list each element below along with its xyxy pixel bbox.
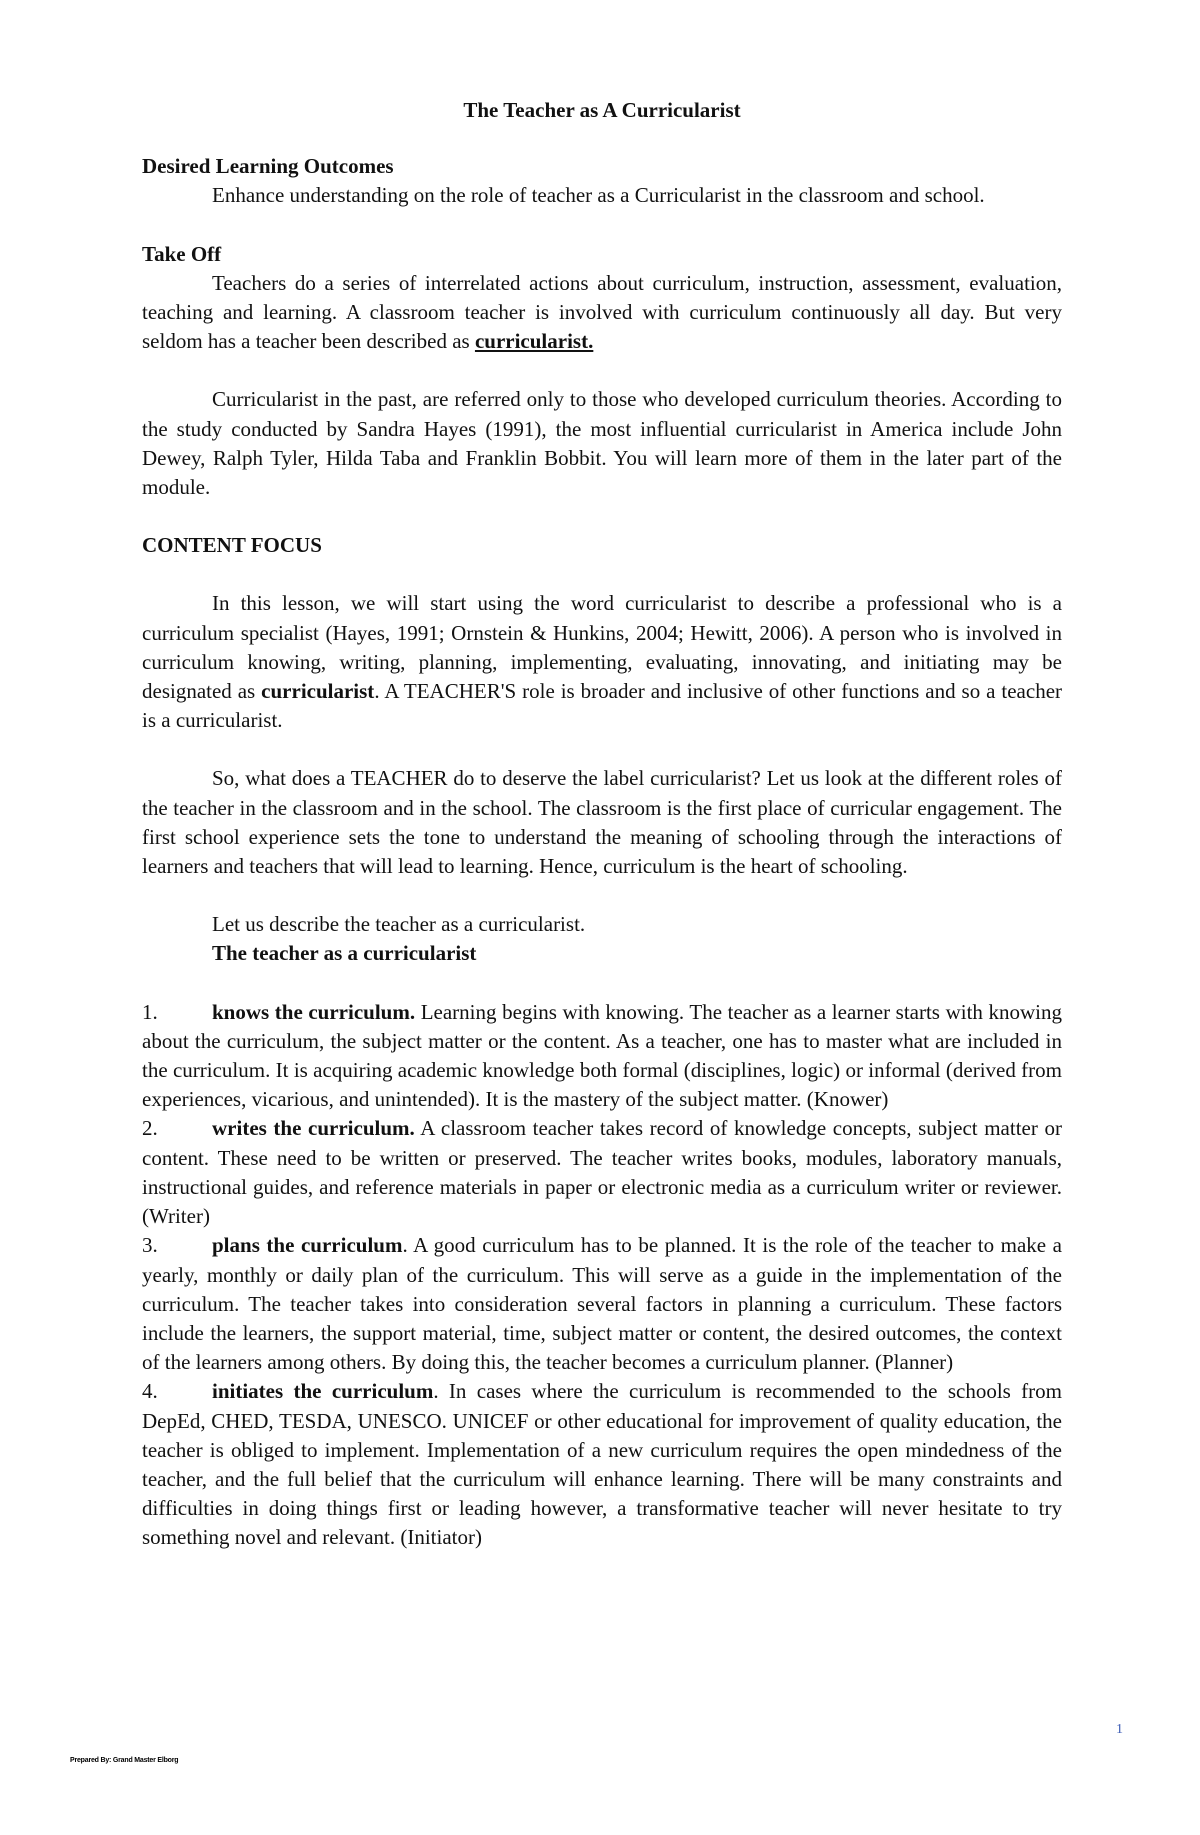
list-item	[142, 1114, 1062, 1231]
list-item-lead: plans the curriculum	[212, 1233, 403, 1258]
list-item-text: A classroom teacher takes record of knowledge concepts, subject matter or content. These need to be written or preserved. The teacher writes books, modules, laboratory manuals, instructional guides, and reference materials in paper or electronic media as a curriculum writer or reviewer. (Writer)	[142, 1116, 1062, 1229]
content-paragraph-1	[142, 589, 1062, 735]
document-page	[142, 96, 1062, 1553]
curricularist-bold: curricularist	[261, 679, 375, 704]
list-item-number: 3.	[142, 1233, 158, 1258]
list-heading: The teacher as a curricularist	[212, 941, 477, 966]
content-paragraph-1-text-c: . A TEACHER'S role is broader and inclusive of other functions and so a teacher is a curricularist.	[142, 679, 1063, 733]
outcomes-heading: Desired Learning Outcomes	[142, 154, 394, 179]
takeoff-heading: Take Off	[142, 241, 222, 266]
content-paragraph-2: So, what does a TEACHER do to deserve the label curricularist? Let us look at the different roles of the teacher in the classroom and in the school. The classroom is the first place of curricular engagement. The first school experience sets the tone to understand the meaning of schooling through the interactions of learners and teachers that will lead to learning. Hence, curriculum is the heart of schooling.	[142, 766, 1062, 879]
list-item-text: Learning begins with knowing. The teacher as a learner starts with knowing about the curriculum, the subject matter or the content. As a teacher, one has to master what are included in the curriculum. It is acquiring academic knowledge both formal (disciplines, logic) or informal (derived from experiences, vicarious, and unintended). It is the mastery of the subject matter. (Knower)	[142, 999, 1062, 1112]
list-item-lead: initiates the curriculum	[212, 1379, 434, 1404]
footer-note: Prepared By: Grand Master Elborg	[70, 1757, 179, 1764]
list-item-number: 2.	[142, 1116, 158, 1141]
roles-list	[142, 998, 1062, 1553]
content-paragraph-1-text-a: In this lesson, we will start using the word curricularist to describe a professional who is a curriculum specialist (Hayes, 1991; Ornstein & Hunkins, 2004; Hewitt, 2006). A person who is involved in curriculum knowing, writing, planning, implementing, evaluating, innovating, and initiating may be designated as	[142, 591, 1062, 704]
outcomes-text: Enhance understanding on the role of teacher as a Curricularist in the classroom and school.	[212, 183, 985, 208]
curricularist-emphasis: curricularist.	[474, 329, 594, 354]
list-item	[142, 1377, 1062, 1552]
content-focus-heading: CONTENT FOCUS	[142, 533, 322, 558]
takeoff-paragraph-1-text: Teachers do a series of interrelated actions about curriculum, instruction, assessment, evaluation, teaching and learning. A classroom teacher is involved with curriculum continuously all day. But very seldom has a teacher been described as	[142, 270, 1062, 354]
list-item-text: . In cases where the curriculum is recommended to the schools from DepEd, CHED, TESDA, UNESCO. UNICEF or other educational for improvement of quality education, the teacher is obliged to implement. Implementation of a new curriculum requires the open mindedness of the teacher, and the full belief that the curriculum will enhance learning. There will be many constraints and difficulties in doing things first or leading however, a transformative teacher will never hesitate to try something novel and relevant. (Initiator)	[142, 1379, 1062, 1550]
list-item	[142, 1231, 1062, 1377]
list-item-number: 4.	[142, 1379, 158, 1404]
list-item-text: . A good curriculum has to be planned. It is the role of the teacher to make a yearly, monthly or daily plan of the curriculum. This will serve as a guide in the implementation of the curriculum. The teacher takes into consideration several factors in planning a curriculum. These factors include the learners, the support material, time, subject matter or content, the desired outcomes, the context of the learners among others. By doing this, the teacher becomes a curriculum planner. (Planner)	[142, 1233, 1062, 1375]
list-item-lead: writes the curriculum.	[212, 1116, 415, 1141]
takeoff-paragraph-2: Curricularist in the past, are referred only to those who developed curriculum theories. According to the study conducted by Sandra Hayes (1991), the most influential curricularist in America include John Dewey, Ralph Tyler, Hilda Taba and Franklin Bobbit. You will learn more of them in the later part of the module.	[142, 387, 1062, 500]
list-item	[142, 998, 1062, 1115]
page-number: 1	[1116, 1722, 1123, 1737]
describe-line: Let us describe the teacher as a curricularist.	[212, 912, 586, 937]
takeoff-paragraph-1	[142, 269, 1062, 357]
document-title: The Teacher as A Curricularist	[463, 98, 741, 122]
list-item-number: 1.	[142, 999, 158, 1024]
list-item-lead: knows the curriculum.	[212, 999, 416, 1024]
